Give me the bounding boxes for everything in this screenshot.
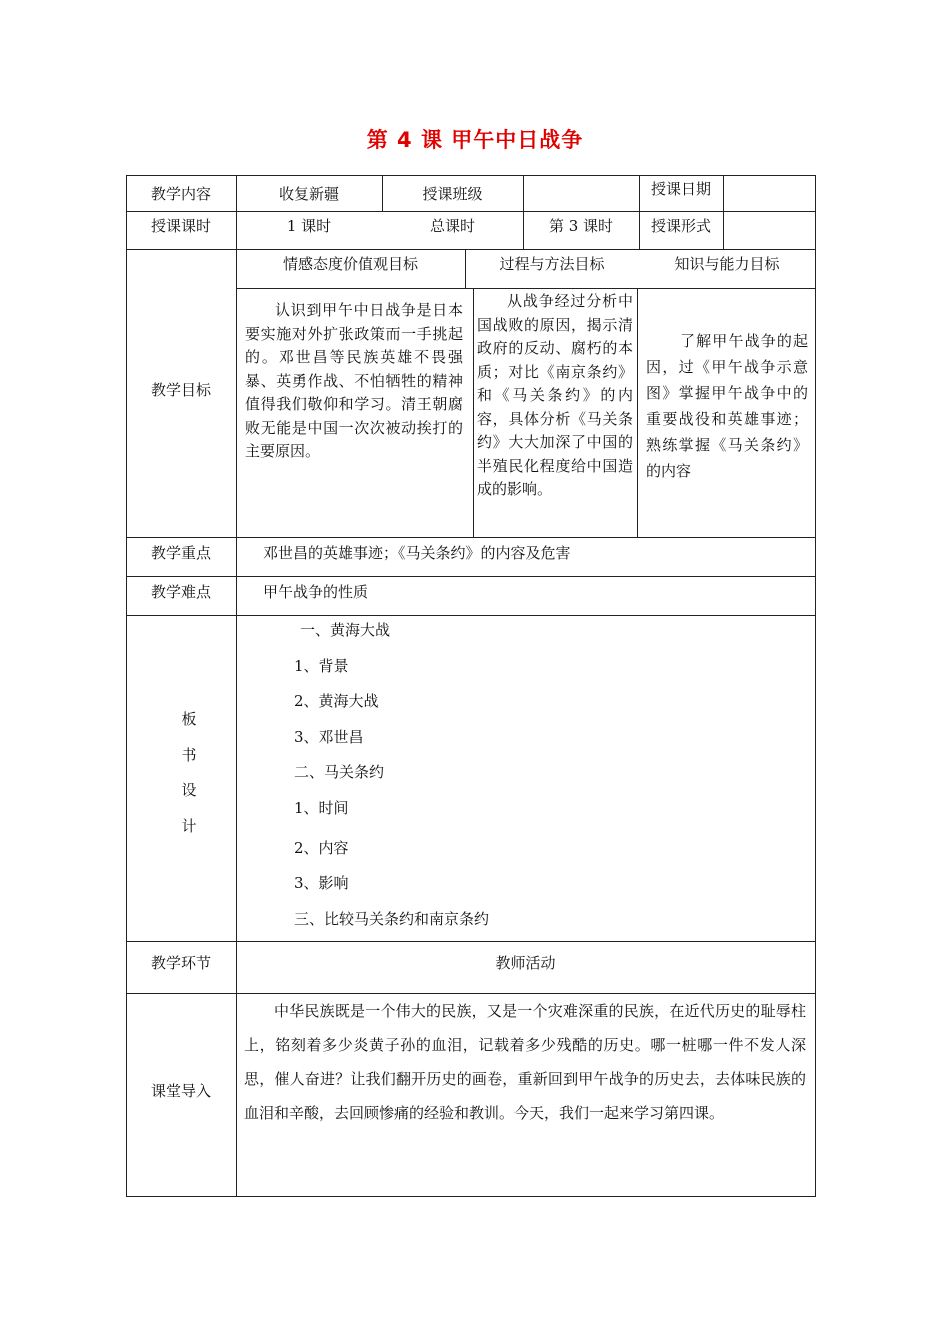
content-value: 收复新疆 [278,185,339,203]
table-border-right [815,175,816,1197]
row-divider [126,211,816,212]
date-label: 授课日期 [650,180,711,198]
board-item: 二、马关条约 [294,763,385,781]
table-border-top [126,175,816,176]
process-goal-header: 过程与方法目标 [499,255,605,273]
content-label: 教学内容 [150,185,211,203]
emotion-goal-header: 情感态度价值观目标 [282,255,418,273]
row-divider [126,615,816,616]
class-label: 授课班级 [422,185,483,203]
stage-label: 教学环节 [150,954,211,972]
difficulty-label: 教学难点 [150,583,211,601]
difficulty-value: 甲午战争的性质 [263,583,369,601]
table-border-bottom [126,1196,816,1197]
key-points-value: 邓世昌的英雄事迹；《马关条约》的内容及危害 [263,544,571,562]
label-column-divider [236,175,237,1197]
knowledge-goal-text: 了解甲午战争的起因，过《甲午战争示意图》掌握甲午战争中的重要战役和英雄事迹；熟练掌握《马关条约》的内容 [646,332,808,480]
board-label [126,707,252,849]
table-border-left [126,175,127,1197]
hours-value: 1 课时 [286,217,332,235]
hours-label: 授课课时 [150,217,211,235]
total-hours-label: 总课时 [429,217,475,235]
column-divider [473,288,474,537]
board-item: 3、邓世昌 [294,727,364,746]
stage-value: 教师活动 [495,954,556,972]
row-divider [126,249,816,250]
board-item: 一、黄海大战 [300,621,391,639]
goals-label: 教学目标 [150,381,211,399]
board-char: 书 [181,745,197,764]
board-char: 计 [181,816,197,835]
intro-label: 课堂导入 [150,1082,211,1100]
goals-header-divider [236,288,816,289]
current-hour-value: 第 3 课时 [548,217,614,235]
process-goal-text: 从战争经过分析中国战败的原因，揭示清政府的反动、腐朽的本质；对比《南京条约》和《马关条约》的内容，具体分析《马关条约》大大加深了中国的半殖民化程度给中国造成的影响。 [477,292,633,498]
board-outline [294,618,794,942]
board-char: 设 [181,781,197,799]
row-divider [126,537,816,538]
intro-text: 中华民族既是一个伟大的民族，又是一个灾难深重的民族，在近代历史的耻辱柱上，铭刻着多少炎黄子孙的血泪，记载着多少残酷的历史。哪一桩哪一件不发人深思，催人奋进？让我们翻开历史的画卷，重新回到甲午战争的历史去，去体味民族的血泪和辛酸，去回顾惨痛的经验和教训。今天，我们一起来学习第四课。 [244,1002,806,1122]
board-item: 1、时间 [294,798,349,817]
row-divider [126,576,816,577]
lesson-title: 第 4 课 甲午中日战争 [366,128,584,152]
board-char: 板 [181,710,197,728]
knowledge-goal-header: 知识与能力目标 [674,255,780,273]
board-item: 2、黄海大战 [294,692,379,710]
board-item: 2、内容 [294,838,349,857]
form-label: 授课形式 [650,217,711,235]
column-divider [523,175,524,249]
key-points-label: 教学重点 [150,544,211,562]
emotion-goal-text: 认识到甲午中日战争是日本要实施对外扩张政策而一手挑起的。邓世昌等民族英雄不畏强暴、英勇作战、不怕牺牲的精神值得我们敬仰和学习。清王朝腐败无能是中国一次次被动挨打的主要原因。 [245,301,463,460]
board-item: 1、背景 [294,656,349,675]
column-divider [637,288,638,537]
column-divider [723,175,724,249]
board-item: 3、影响 [294,874,349,892]
board-item: 三、比较马关条约和南京条约 [294,909,490,928]
